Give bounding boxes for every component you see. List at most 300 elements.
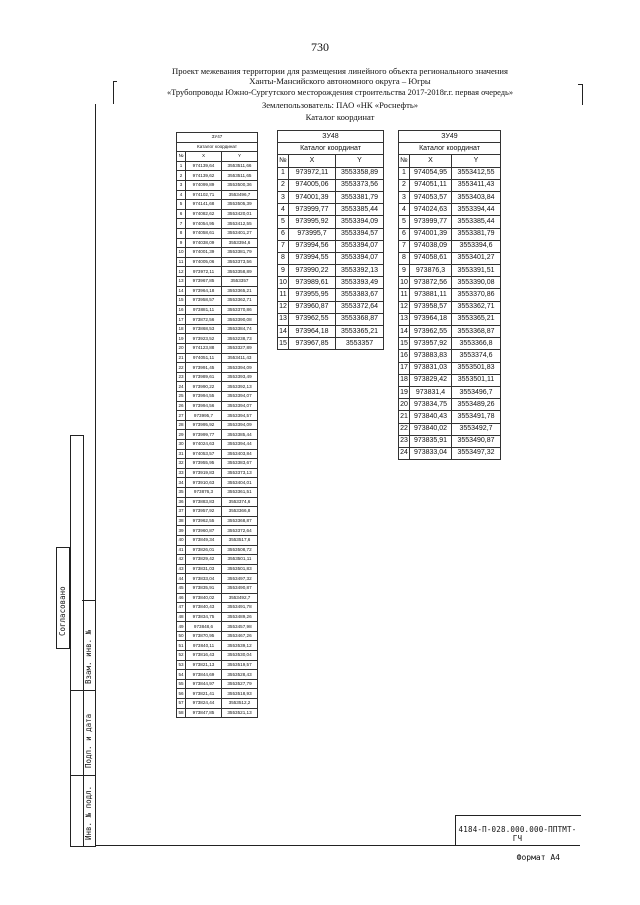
x-coordinate-cell: 973994,55 <box>289 252 336 264</box>
point-number-cell: 7 <box>177 219 186 229</box>
y-coordinate-cell: 3553368,87 <box>336 313 384 325</box>
y-coordinate-cell: 3553501,83 <box>222 564 258 574</box>
table-row <box>177 200 258 210</box>
point-number-cell: 16 <box>177 305 186 315</box>
x-coordinate-cell: 973881,11 <box>186 305 222 315</box>
table-row <box>177 545 258 555</box>
table-caption: Каталог координат <box>278 143 384 155</box>
y-coordinate-cell: 3553508,72 <box>222 545 258 555</box>
table-title-row <box>399 131 501 143</box>
table-row <box>177 219 258 229</box>
x-coordinate-cell: 973957,92 <box>186 507 222 517</box>
point-number-cell: 21 <box>177 353 186 363</box>
point-number-cell: 24 <box>177 382 186 392</box>
y-coordinate-cell: 3553497,32 <box>222 574 258 584</box>
table-row <box>399 313 501 325</box>
point-number-cell: 33 <box>177 468 186 478</box>
point-number-cell: 21 <box>399 411 410 423</box>
y-coordinate-cell: 3553370,86 <box>452 289 501 301</box>
column-header-y: Y <box>222 152 258 162</box>
x-coordinate-cell: 974001,39 <box>410 228 452 240</box>
x-coordinate-cell: 973868,53 <box>186 324 222 334</box>
point-number-cell: 36 <box>177 497 186 507</box>
x-coordinate-cell: 973955,95 <box>186 459 222 469</box>
table-row <box>177 516 258 526</box>
y-coordinate-cell: 3553365,21 <box>222 286 258 296</box>
x-coordinate-cell: 973829,42 <box>186 555 222 565</box>
y-coordinate-cell: 3553373,56 <box>336 179 384 191</box>
header-line-5: Каталог координат <box>305 112 375 122</box>
table-row <box>177 651 258 661</box>
point-number-cell: 49 <box>177 622 186 632</box>
table-row <box>177 305 258 315</box>
table-zu47-wrapper <box>176 132 258 718</box>
y-coordinate-cell: 3553394,07 <box>222 392 258 402</box>
point-number-cell: 1 <box>399 167 410 179</box>
x-coordinate-cell: 973847,85 <box>186 708 222 718</box>
table-row <box>399 435 501 447</box>
y-coordinate-cell: 3553491,78 <box>222 603 258 613</box>
table-caption: Каталог координат <box>399 143 501 155</box>
x-coordinate-cell: 973835,91 <box>410 435 452 447</box>
point-number-cell: 7 <box>399 240 410 252</box>
table-row <box>278 301 384 313</box>
point-number-cell: 39 <box>177 526 186 536</box>
point-number-cell: 44 <box>177 574 186 584</box>
x-coordinate-cell: 973967,85 <box>186 276 222 286</box>
point-number-cell: 16 <box>399 350 410 362</box>
table-title: ЗУ47 <box>177 133 258 143</box>
point-number-cell: 9 <box>399 265 410 277</box>
table-row <box>177 382 258 392</box>
y-coordinate-cell: 3553394,07 <box>222 401 258 411</box>
table-row <box>177 353 258 363</box>
x-coordinate-cell: 973995,7 <box>186 411 222 421</box>
y-coordinate-cell: 3553381,79 <box>452 228 501 240</box>
point-number-cell: 22 <box>177 363 186 373</box>
y-coordinate-cell: 3553385,44 <box>452 216 501 228</box>
x-coordinate-cell: 973881,11 <box>410 289 452 301</box>
table-row <box>399 447 501 459</box>
y-coordinate-cell: 3553357 <box>222 276 258 286</box>
x-coordinate-cell: 973835,91 <box>186 583 222 593</box>
x-coordinate-cell: 973964,18 <box>186 286 222 296</box>
table-row <box>177 641 258 651</box>
point-number-cell: 1 <box>177 161 186 171</box>
table-row <box>177 372 258 382</box>
table-row <box>399 386 501 398</box>
point-number-cell: 7 <box>278 240 289 252</box>
table-row <box>177 296 258 306</box>
point-number-cell: 30 <box>177 440 186 450</box>
x-coordinate-cell: 973962,55 <box>186 516 222 526</box>
x-coordinate-cell: 973829,42 <box>410 374 452 386</box>
y-coordinate-cell: 3553384,74 <box>222 324 258 334</box>
x-coordinate-cell: 974053,57 <box>410 191 452 203</box>
point-number-cell: 2 <box>399 179 410 191</box>
x-coordinate-cell: 973994,56 <box>289 240 336 252</box>
point-number-cell: 11 <box>399 289 410 301</box>
y-coordinate-cell: 3553370,86 <box>222 305 258 315</box>
y-coordinate-cell: 3553238,73 <box>222 334 258 344</box>
header-line-4: Землепользователь: ПАО «НК «Роснефть» <box>261 100 419 110</box>
table-row <box>278 265 384 277</box>
x-coordinate-cell: 973955,95 <box>289 289 336 301</box>
table-row <box>177 535 258 545</box>
x-coordinate-cell: 973972,11 <box>289 167 336 179</box>
point-number-cell: 57 <box>177 699 186 709</box>
y-coordinate-cell: 3553511,66 <box>222 161 258 171</box>
table-row <box>177 430 258 440</box>
x-coordinate-cell: 974058,61 <box>410 252 452 264</box>
table-row <box>278 252 384 264</box>
table-row <box>177 622 258 632</box>
y-coordinate-cell: 3553393,49 <box>336 277 384 289</box>
table-row <box>177 324 258 334</box>
x-coordinate-cell: 973821,41 <box>186 689 222 699</box>
table-row <box>399 338 501 350</box>
y-coordinate-cell: 3553383,67 <box>222 459 258 469</box>
x-coordinate-cell: 974051,11 <box>410 179 452 191</box>
point-number-cell: 47 <box>177 603 186 613</box>
y-coordinate-cell: 3553372,64 <box>336 301 384 313</box>
table-row <box>177 507 258 517</box>
table-row <box>177 276 258 286</box>
x-coordinate-cell: 973995,7 <box>289 228 336 240</box>
point-number-cell: 8 <box>177 228 186 238</box>
x-coordinate-cell: 973994,56 <box>186 401 222 411</box>
table-row <box>177 392 258 402</box>
y-coordinate-cell: 3553512,2 <box>222 699 258 709</box>
table-row <box>177 660 258 670</box>
x-coordinate-cell: 973999,77 <box>289 204 336 216</box>
point-number-cell: 5 <box>278 216 289 228</box>
y-coordinate-cell: 3553394,09 <box>222 420 258 430</box>
y-coordinate-cell: 3553381,79 <box>222 248 258 258</box>
x-coordinate-cell: 973840,43 <box>410 411 452 423</box>
column-header-num: № <box>177 152 186 162</box>
y-coordinate-cell: 3553489,26 <box>452 399 501 411</box>
point-number-cell: 9 <box>177 238 186 248</box>
x-coordinate-cell: 973923,52 <box>186 334 222 344</box>
x-coordinate-cell: 974054,95 <box>410 167 452 179</box>
y-coordinate-cell: 3553518,93 <box>222 689 258 699</box>
x-coordinate-cell: 973831,4 <box>410 386 452 398</box>
table-row <box>177 161 258 171</box>
y-coordinate-cell: 3553394,44 <box>222 440 258 450</box>
y-coordinate-cell: 3553368,87 <box>222 516 258 526</box>
x-coordinate-cell: 973876,3 <box>410 265 452 277</box>
table-row <box>399 216 501 228</box>
x-coordinate-cell: 973994,55 <box>186 392 222 402</box>
point-number-cell: 23 <box>399 435 410 447</box>
x-coordinate-cell: 973834,75 <box>186 612 222 622</box>
x-coordinate-cell: 973844,69 <box>186 670 222 680</box>
point-number-cell: 14 <box>177 286 186 296</box>
x-coordinate-cell: 973960,87 <box>289 301 336 313</box>
x-coordinate-cell: 974123,88 <box>186 344 222 354</box>
point-number-cell: 31 <box>177 449 186 459</box>
x-coordinate-cell: 973964,18 <box>289 326 336 338</box>
y-coordinate-cell: 3553390,08 <box>222 315 258 325</box>
y-coordinate-cell: 3553394,57 <box>222 411 258 421</box>
x-coordinate-cell: 973840,11 <box>186 641 222 651</box>
table-row <box>177 670 258 680</box>
y-coordinate-cell: 3553501,11 <box>222 555 258 565</box>
table-zu49-wrapper <box>398 130 501 460</box>
table-row <box>177 420 258 430</box>
point-number-cell: 48 <box>177 612 186 622</box>
table-row <box>177 612 258 622</box>
x-coordinate-cell: 973876,3 <box>186 487 222 497</box>
y-coordinate-cell: 3553392,13 <box>222 382 258 392</box>
x-coordinate-cell: 973844,97 <box>186 679 222 689</box>
point-number-cell: 2 <box>177 171 186 181</box>
point-number-cell: 4 <box>399 204 410 216</box>
y-coordinate-cell: 3553394,09 <box>336 216 384 228</box>
x-coordinate-cell: 974141,68 <box>186 200 222 210</box>
point-number-cell: 11 <box>278 289 289 301</box>
table-row <box>399 228 501 240</box>
table-row <box>177 248 258 258</box>
x-coordinate-cell: 973962,55 <box>410 326 452 338</box>
table-row <box>278 179 384 191</box>
point-number-cell: 10 <box>399 277 410 289</box>
y-coordinate-cell: 3553492,7 <box>452 423 501 435</box>
header-line-3: «Трубопроводы Южно-Сургутского месторождения строительства 2017-2018г.г. первая очередь» <box>166 88 514 97</box>
point-number-cell: 58 <box>177 708 186 718</box>
y-coordinate-cell: 3553394,57 <box>336 228 384 240</box>
x-coordinate-cell: 973962,55 <box>289 313 336 325</box>
y-coordinate-cell: 3553327,89 <box>222 344 258 354</box>
point-number-cell: 8 <box>278 252 289 264</box>
table-title: ЗУ48 <box>278 131 384 143</box>
point-number-cell: 19 <box>177 334 186 344</box>
table-row <box>399 374 501 386</box>
y-coordinate-cell: 3553365,21 <box>336 326 384 338</box>
header-line-1: Проект межевания территории для размещения линейного объекта регионального значения <box>172 66 508 76</box>
point-number-cell: 3 <box>278 191 289 203</box>
table-row <box>399 362 501 374</box>
column-header-x: X <box>289 155 336 167</box>
point-number-cell: 5 <box>177 200 186 210</box>
table-row <box>177 180 258 190</box>
point-number-cell: 17 <box>399 362 410 374</box>
x-coordinate-cell: 973958,57 <box>410 301 452 313</box>
point-number-cell: 8 <box>399 252 410 264</box>
y-coordinate-cell: 3553381,79 <box>336 191 384 203</box>
y-coordinate-cell: 3553401,27 <box>222 228 258 238</box>
point-number-cell: 10 <box>278 277 289 289</box>
point-number-cell: 20 <box>399 399 410 411</box>
x-coordinate-cell: 973833,04 <box>410 447 452 459</box>
table-row <box>399 301 501 313</box>
x-coordinate-cell: 973995,92 <box>289 216 336 228</box>
y-coordinate-cell: 3553521,13 <box>222 708 258 718</box>
point-number-cell: 9 <box>278 265 289 277</box>
y-coordinate-cell: 3553490,87 <box>452 435 501 447</box>
x-coordinate-cell: 973883,83 <box>410 350 452 362</box>
table-header-row <box>177 152 258 162</box>
table-row <box>399 167 501 179</box>
table-row <box>399 326 501 338</box>
table-row <box>278 326 384 338</box>
point-number-cell: 45 <box>177 583 186 593</box>
y-coordinate-cell: 3553501,11 <box>452 374 501 386</box>
table-row <box>177 363 258 373</box>
table-row <box>177 478 258 488</box>
x-coordinate-cell: 974053,57 <box>186 449 222 459</box>
point-number-cell: 11 <box>177 257 186 267</box>
x-coordinate-cell: 974082,62 <box>186 209 222 219</box>
y-coordinate-cell: 3553390,08 <box>452 277 501 289</box>
table-row <box>177 564 258 574</box>
x-coordinate-cell: 973840,02 <box>186 593 222 603</box>
y-coordinate-cell: 3553361,51 <box>222 487 258 497</box>
x-coordinate-cell: 973989,61 <box>186 372 222 382</box>
coords-table-zu48 <box>277 130 384 350</box>
x-coordinate-cell: 973883,83 <box>186 497 222 507</box>
y-coordinate-cell: 3553403,84 <box>452 191 501 203</box>
point-number-cell: 19 <box>399 386 410 398</box>
y-coordinate-cell: 3553527,79 <box>222 679 258 689</box>
point-number-cell: 17 <box>177 315 186 325</box>
y-coordinate-cell: 3553392,13 <box>336 265 384 277</box>
y-coordinate-cell: 3553530,04 <box>222 651 258 661</box>
column-header-x: X <box>410 155 452 167</box>
point-number-cell: 37 <box>177 507 186 517</box>
table-row <box>177 257 258 267</box>
point-number-cell: 34 <box>177 478 186 488</box>
point-number-cell: 13 <box>399 313 410 325</box>
side-label-soglasovano: Согласовано <box>58 586 67 636</box>
point-number-cell: 10 <box>177 248 186 258</box>
y-coordinate-cell: 3553420,01 <box>222 209 258 219</box>
y-coordinate-cell: 3553394,6 <box>222 238 258 248</box>
point-number-cell: 24 <box>399 447 410 459</box>
table-row <box>177 487 258 497</box>
point-number-cell: 50 <box>177 631 186 641</box>
table-row <box>177 583 258 593</box>
table-caption-row <box>177 142 258 152</box>
table-row <box>177 468 258 478</box>
x-coordinate-cell: 973990,22 <box>289 265 336 277</box>
point-number-cell: 53 <box>177 660 186 670</box>
point-number-cell: 40 <box>177 535 186 545</box>
point-number-cell: 13 <box>278 313 289 325</box>
table-row <box>177 593 258 603</box>
y-coordinate-cell: 3553505,39 <box>222 200 258 210</box>
point-number-cell: 18 <box>177 324 186 334</box>
x-coordinate-cell: 973960,87 <box>186 526 222 536</box>
point-number-cell: 29 <box>177 430 186 440</box>
column-header-y: Y <box>452 155 501 167</box>
y-coordinate-cell: 3553366,8 <box>452 338 501 350</box>
point-number-cell: 12 <box>399 301 410 313</box>
table-row <box>177 526 258 536</box>
table-row <box>177 344 258 354</box>
point-number-cell: 56 <box>177 689 186 699</box>
table-row <box>177 449 258 459</box>
y-coordinate-cell: 3553403,84 <box>222 449 258 459</box>
table-row <box>177 631 258 641</box>
point-number-cell: 35 <box>177 487 186 497</box>
point-number-cell: 4 <box>177 190 186 200</box>
y-coordinate-cell: 3553467,26 <box>222 631 258 641</box>
table-row <box>177 497 258 507</box>
x-coordinate-cell: 974099,89 <box>186 180 222 190</box>
point-number-cell: 46 <box>177 593 186 603</box>
table-row <box>177 411 258 421</box>
coords-table-zu49 <box>398 130 501 460</box>
x-coordinate-cell: 974038,09 <box>186 238 222 248</box>
point-number-cell: 14 <box>278 326 289 338</box>
x-coordinate-cell: 974005,06 <box>186 257 222 267</box>
x-coordinate-cell: 973831,03 <box>410 362 452 374</box>
y-coordinate-cell: 3553362,71 <box>452 301 501 313</box>
point-number-cell: 54 <box>177 670 186 680</box>
table-row <box>399 399 501 411</box>
x-coordinate-cell: 973840,02 <box>410 423 452 435</box>
document-code: 4184-П-028.000.000-ППТМТ-ГЧ <box>458 825 577 843</box>
table-caption-row <box>278 143 384 155</box>
table-row <box>278 338 384 350</box>
table-row <box>278 277 384 289</box>
point-number-cell: 13 <box>177 276 186 286</box>
coords-table-zu47 <box>176 132 258 718</box>
y-coordinate-cell: 3553383,67 <box>336 289 384 301</box>
x-coordinate-cell: 974024,63 <box>186 440 222 450</box>
x-coordinate-cell: 974054,95 <box>186 219 222 229</box>
y-coordinate-cell: 3553391,51 <box>452 265 501 277</box>
table-row <box>399 289 501 301</box>
y-coordinate-cell: 3553511,65 <box>222 171 258 181</box>
y-coordinate-cell: 3553358,89 <box>222 267 258 277</box>
y-coordinate-cell: 3553362,71 <box>222 296 258 306</box>
column-header-y: Y <box>336 155 384 167</box>
x-coordinate-cell: 973972,11 <box>186 267 222 277</box>
y-coordinate-cell: 3553373,56 <box>222 257 258 267</box>
column-header-x: X <box>186 152 222 162</box>
table-row <box>399 240 501 252</box>
point-number-cell: 38 <box>177 516 186 526</box>
table-title-row <box>177 133 258 143</box>
point-number-cell: 14 <box>399 326 410 338</box>
y-coordinate-cell: 3553366,8 <box>222 507 258 517</box>
y-coordinate-cell: 3553358,89 <box>336 167 384 179</box>
frame-corner-right <box>578 84 583 105</box>
point-number-cell: 4 <box>278 204 289 216</box>
table-caption: Каталог координат <box>177 142 258 152</box>
point-number-cell: 32 <box>177 459 186 469</box>
x-coordinate-cell: 973872,56 <box>410 277 452 289</box>
x-coordinate-cell: 973991,45 <box>186 363 222 373</box>
y-coordinate-cell: 3553457,98 <box>222 622 258 632</box>
x-coordinate-cell: 973964,18 <box>410 313 452 325</box>
table-row <box>177 238 258 248</box>
y-coordinate-cell: 3553411,43 <box>222 353 258 363</box>
point-number-cell: 6 <box>278 228 289 240</box>
y-coordinate-cell: 3553539,12 <box>222 641 258 651</box>
side-stamp-divider-1 <box>70 690 95 691</box>
x-coordinate-cell: 973999,77 <box>186 430 222 440</box>
x-coordinate-cell: 974058,61 <box>186 228 222 238</box>
x-coordinate-cell: 973957,92 <box>410 338 452 350</box>
y-coordinate-cell: 3553517,6 <box>222 535 258 545</box>
y-coordinate-cell: 3553492,7 <box>222 593 258 603</box>
x-coordinate-cell: 973824,44 <box>186 699 222 709</box>
y-coordinate-cell: 3553500,36 <box>222 180 258 190</box>
